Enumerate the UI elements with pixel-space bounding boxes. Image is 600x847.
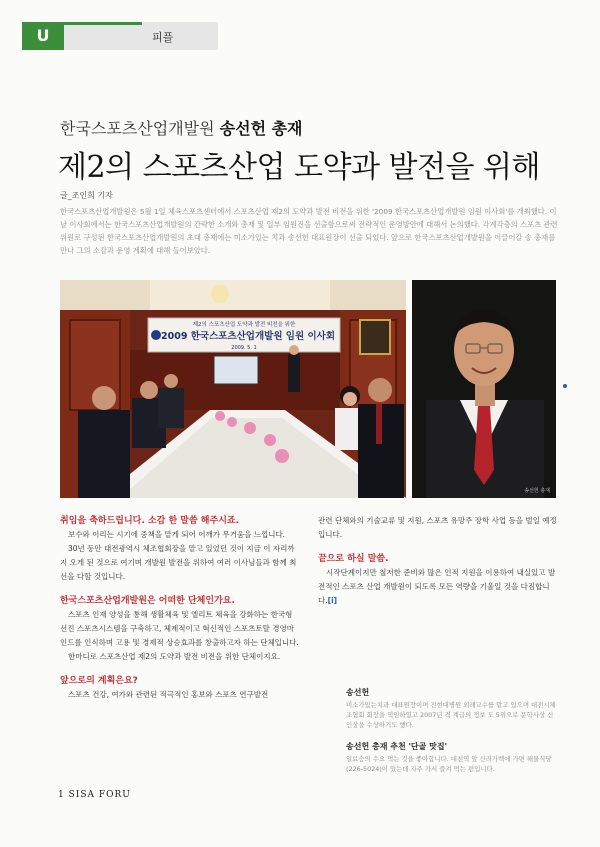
profile-heading: 송선헌 xyxy=(346,688,370,697)
page-number: 1 xyxy=(58,790,65,800)
profile-sidebar xyxy=(346,688,558,774)
answer-4 xyxy=(318,566,558,608)
article-intro: 한국스포츠산업개발원은 5월 1일 체육스포츠센터에서 스포츠산업 제2의 도약과 발전 비전을 위한 '2009 한국스포츠산업개발원 임원 이사회'를 개최했다. 이날 이사회에서는 한국스포츠산업개발원의 간략한 소개와 총재 및 일부 임원진을 선출함으로써 전략적인 운영방안에 대해서 논의했다. 각계각층의 스포츠 관련위원로 구성된 한국스포츠산업개발원의 초대 총재에는 미소가있는 치과 송선헌 대표원장이 선출 되었다. 앞으로 한국스포츠산업개발원을 이끌어갈 송 총재를 만나 그의 소감과 운영 계획에 대해 들어보았다. xyxy=(60,207,558,255)
banner-small-text: 제2의 스포츠산업 도약과 발전 비전을 위한 xyxy=(192,322,296,328)
answer-2-para-1: 스포츠 인재 양성을 통해 생활체육 및 엘리트 체육을 강화하는 한국형 선진 스포츠시스템을 구축하고, 체계적이고 혁신적인 스포츠토탈 경영마인드를 인식하며 고용 및 경제적 상승효과를 창출하고자 하는 단체입니다. xyxy=(60,610,299,647)
section-letter: U xyxy=(22,22,64,50)
article-end-mark: [i] xyxy=(327,596,338,605)
article-byline: 글_조인희 기자 xyxy=(60,191,113,200)
magazine-name: SISA FORU xyxy=(68,790,131,800)
article-subtitle xyxy=(60,116,303,139)
question-3: 앞으로의 계획은요? xyxy=(60,676,138,686)
tab-accent-line xyxy=(64,22,142,25)
meeting-photo-illustration xyxy=(60,280,406,498)
banner-date-text: 2009. 5. 1 xyxy=(231,345,257,351)
section-label: 피플 xyxy=(152,31,174,44)
answer-3-continued: 관련 단체와의 기술교류 및 지원, 스포츠 유망주 장학 사업 등을 벌일 예정입니다. xyxy=(318,516,557,539)
portrait-caption: 송선헌 총재 xyxy=(524,488,550,494)
interview-left-column xyxy=(60,514,300,702)
answer-4-text: 시작단계이지만 철저한 준비와 많은 인적 지원을 이용하여 내실있고 발전적인 스포츠 산업 개발원이 되도록 모든 역량을 기울일 것을 다짐합니다. xyxy=(318,568,556,605)
profile-text: 미소가있는치과 대표원장이며 전현대병원 외래교수를 맡고 있으며 대전시체조협회 회장을 역임하였고 2007년 격 계급의 정보 도 5위으로 문학사상 신인상을 수상하기도 했다. xyxy=(346,701,556,729)
banner-main-text: 2009 한국스포츠산업개발원 임원 이사회 xyxy=(160,331,336,342)
answer-2-para-2: 한마디로 스포츠산업 제2의 도약과 발전 비전을 위한 단체이지요. xyxy=(68,652,281,661)
recommend-text: 일료승의 수요 먹는 것을 좋아합니다. 대전역 앞 신라가백에 가면 해물식당(226-5024)이 있는데 자주 가서 즐겨 먹는 편입니다. xyxy=(346,755,552,773)
decorative-dot xyxy=(563,384,567,388)
answer-3-start: 스포츠 건강, 여가와 관련된 적극적인 홍보와 스포츠 연구발전 xyxy=(68,690,269,699)
answer-1-para-1: 보수와 이리는 시기에 중책을 맡게 되어 어깨가 무거움을 느낍니다. xyxy=(68,530,286,539)
subtitle-org: 한국스포츠산업개발원 xyxy=(60,119,215,138)
page-footer xyxy=(58,790,131,800)
question-2: 한국스포츠산업개발원은 어떠한 단체인가요. xyxy=(60,596,235,606)
question-1: 취임을 축하드립니다. 소감 한 말씀 해주시죠. xyxy=(60,516,239,526)
interview-right-column xyxy=(318,514,558,608)
meeting-photo xyxy=(60,280,406,498)
section-tab xyxy=(22,22,218,50)
recommend-heading: 송선헌 총재 추천 '단골 맛집' xyxy=(346,742,448,751)
subtitle-name: 송선헌 총재 xyxy=(219,119,303,138)
article-title: 제2의 스포츠산업 도약과 발전을 위해 xyxy=(58,150,540,185)
question-4: 끝으로 하실 말씀. xyxy=(318,554,389,564)
portrait-photo xyxy=(412,280,556,498)
portrait-illustration xyxy=(412,280,556,498)
answer-1-para-2: 30년 동안 대전광역시 체조협회장을 맡고 있었던 것이 지금 이 자리까지 오게 된 것으로 여기며 개발원 발전을 위하여 여러 이사님들과 함께 최선을 다할 것입니다. xyxy=(60,544,297,581)
